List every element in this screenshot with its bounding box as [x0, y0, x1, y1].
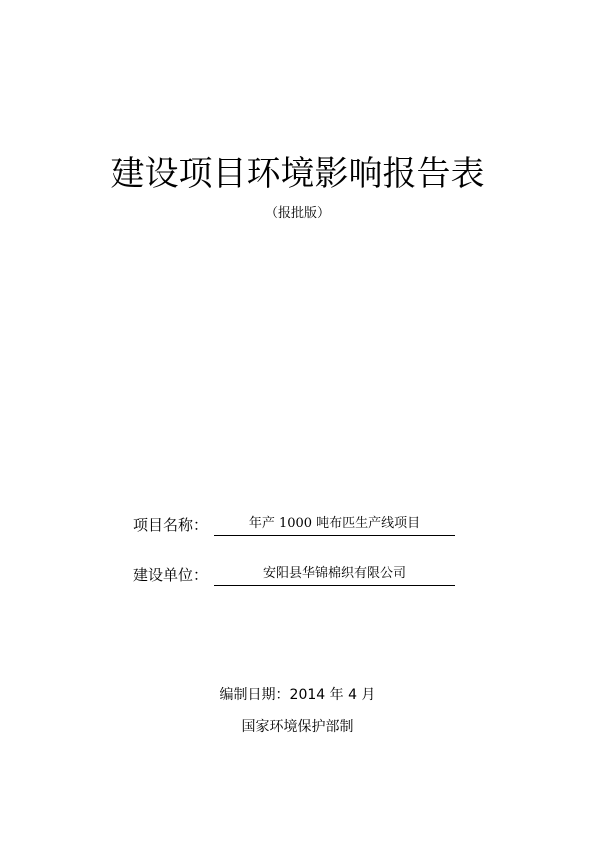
construction-unit-label: 建设单位： [133, 566, 209, 584]
project-name-label: 项目名称： [133, 516, 209, 534]
issuer-line: 国家环境保护部制 [241, 719, 354, 735]
project-name-value: 年产 1000 吨布匹生产线项目 [214, 513, 455, 536]
project-name-row [133, 513, 473, 537]
document-title: 建设项目环境影响报告表 [110, 154, 485, 194]
construction-unit-row [133, 563, 473, 587]
compile-date-label: 编制日期： [219, 687, 290, 703]
compile-date-value: 2014 年 4 月 [289, 687, 376, 703]
construction-unit-value: 安阳县华锦棉织有限公司 [214, 563, 455, 586]
document-subtitle: （报批版） [264, 206, 330, 221]
compile-date-line [0, 684, 595, 706]
